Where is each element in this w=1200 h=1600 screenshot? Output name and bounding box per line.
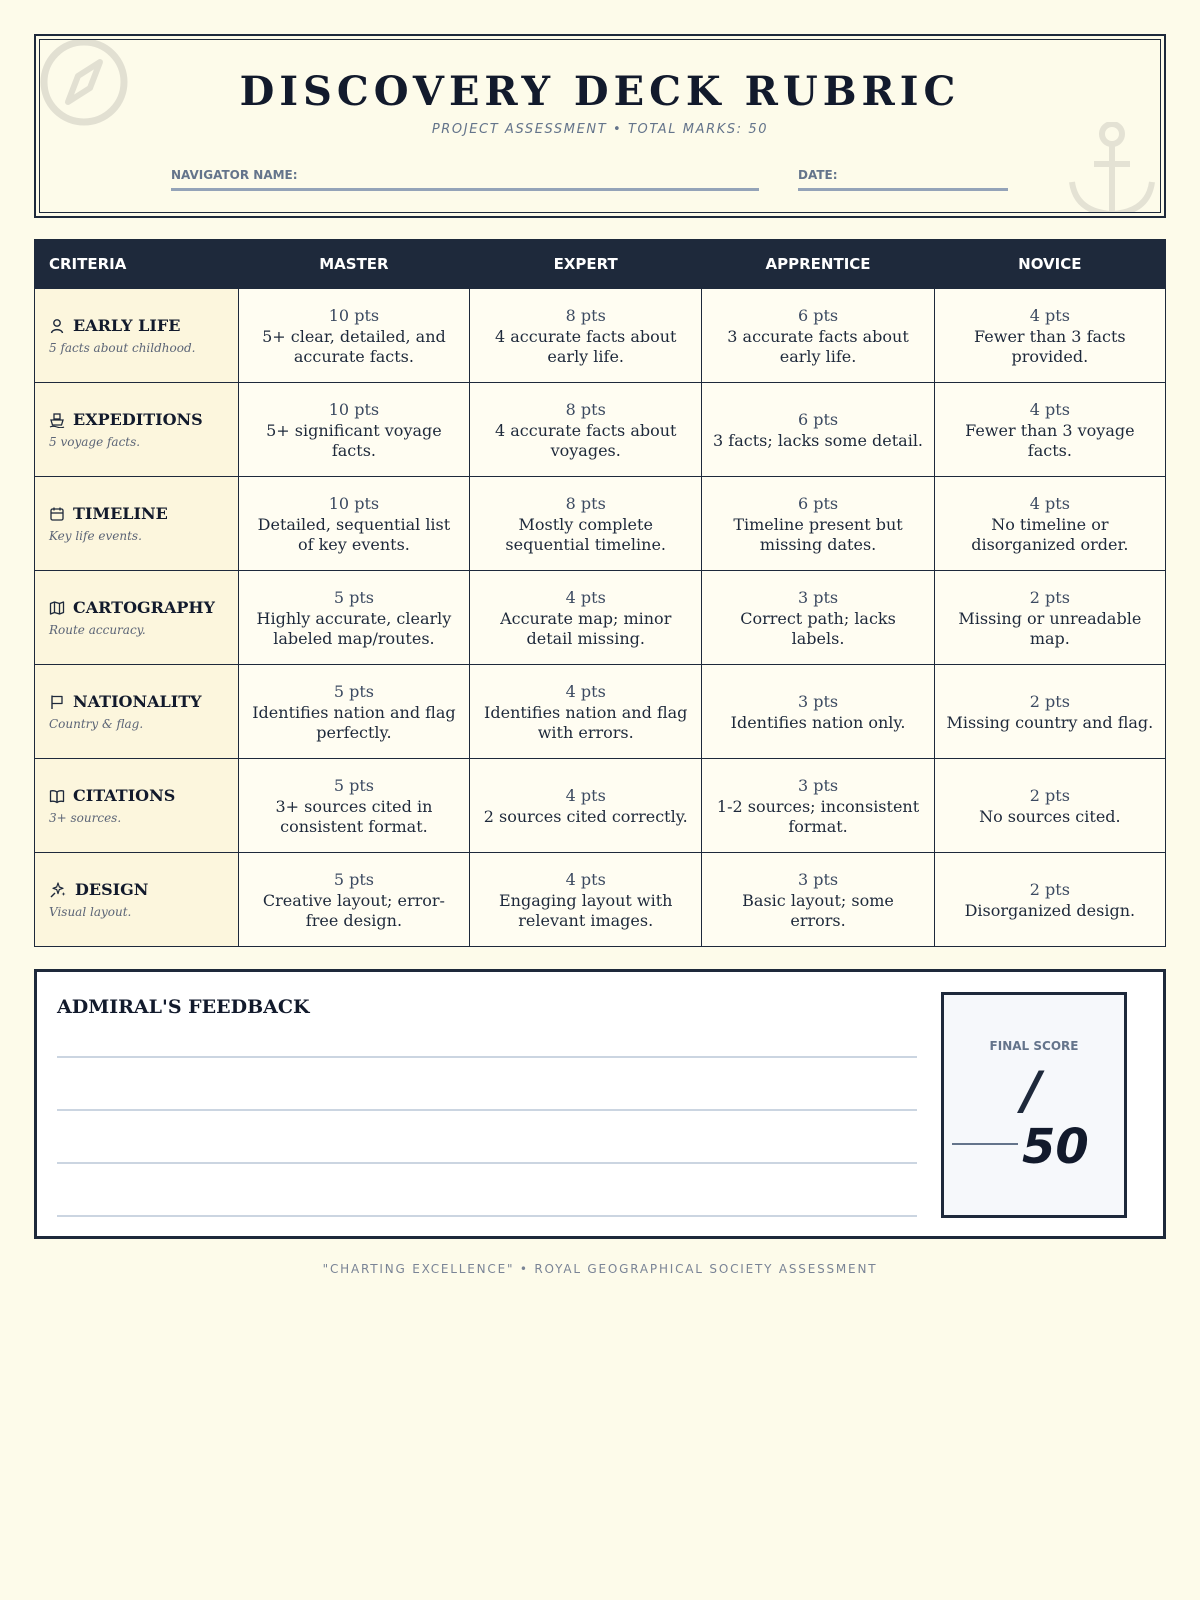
points-label: 4 pts	[1029, 493, 1070, 513]
rubric-cell-apprentice[interactable]	[702, 383, 934, 477]
points-label: 4 pts	[565, 869, 606, 889]
cell-description: Fewer than 3 voyage facts.	[965, 420, 1135, 460]
cell-description: Timeline present but missing dates.	[733, 514, 903, 554]
book-icon	[49, 788, 65, 804]
cell-description: 4 accurate facts about voyages.	[494, 420, 677, 460]
rubric-cell-master[interactable]	[238, 289, 469, 383]
cell-description: Basic layout; some errors.	[742, 890, 894, 930]
cell-description: Missing or unreadable map.	[958, 608, 1142, 648]
user-icon	[49, 318, 65, 334]
rubric-cell-master[interactable]	[238, 571, 469, 665]
cell-description: 3 facts; lacks some detail.	[713, 430, 924, 450]
cell-description: Disorganized design.	[964, 900, 1136, 920]
rubric-cell-expert[interactable]	[470, 289, 702, 383]
rubric-cell-novice[interactable]	[934, 853, 1165, 947]
points-label: 6 pts	[797, 409, 839, 429]
points-label: 8 pts	[565, 493, 606, 513]
points-label: 10 pts	[328, 493, 380, 513]
column-header-apprentice: APPRENTICE	[702, 240, 934, 289]
criteria-subtitle: Visual layout.	[49, 905, 132, 919]
criteria-cell	[35, 759, 239, 853]
column-header-novice: NOVICE	[934, 240, 1165, 289]
points-label: 2 pts	[1029, 691, 1070, 711]
points-label: 5 pts	[333, 681, 374, 701]
cell-description: Detailed, sequential list of key events.	[257, 514, 451, 554]
points-label: 3 pts	[797, 869, 839, 889]
header-frame	[34, 34, 1166, 218]
criteria-cell	[35, 853, 239, 947]
criteria-subtitle: 5 facts about childhood.	[49, 341, 196, 355]
points-label: 4 pts	[1029, 305, 1070, 325]
final-score-box	[941, 992, 1127, 1218]
cell-description: Identifies nation only.	[730, 712, 906, 732]
points-label: 10 pts	[328, 305, 380, 325]
criteria-title: NATIONALITY	[73, 692, 202, 711]
feedback-line[interactable]	[57, 1056, 917, 1058]
criteria-title: DESIGN	[75, 880, 149, 899]
rubric-cell-apprentice[interactable]	[702, 477, 934, 571]
points-label: 4 pts	[565, 681, 606, 701]
rubric-cell-novice[interactable]	[934, 383, 1165, 477]
cell-description: Correct path; lacks labels.	[740, 608, 896, 648]
table-row	[35, 477, 1166, 571]
rubric-cell-novice[interactable]	[934, 665, 1165, 759]
rubric-cell-master[interactable]	[238, 477, 469, 571]
feedback-line[interactable]	[57, 1109, 917, 1111]
cell-description: Mostly complete sequential timeline.	[505, 514, 666, 554]
rubric-page	[34, 34, 1166, 1276]
rubric-cell-expert[interactable]	[470, 477, 702, 571]
cell-description: Fewer than 3 facts provided.	[974, 326, 1126, 366]
score-slash: /	[1022, 1061, 1041, 1121]
criteria-cell	[35, 571, 239, 665]
points-label: 5 pts	[333, 775, 374, 795]
score-total: 50	[1022, 1119, 1089, 1175]
rubric-cell-expert[interactable]	[470, 759, 702, 853]
criteria-subtitle: Route accuracy.	[49, 623, 146, 637]
criteria-title: TIMELINE	[73, 504, 168, 523]
rubric-cell-master[interactable]	[238, 383, 469, 477]
rubric-cell-master[interactable]	[238, 853, 469, 947]
rubric-cell-apprentice[interactable]	[702, 853, 934, 947]
column-header-expert: EXPERT	[470, 240, 702, 289]
points-label: 5 pts	[333, 587, 374, 607]
flag-icon	[49, 694, 65, 710]
table-row	[35, 383, 1166, 477]
cell-description: 1-2 sources; inconsistent format.	[716, 796, 920, 836]
rubric-cell-apprentice[interactable]	[702, 759, 934, 853]
ship-icon	[49, 412, 65, 428]
navigator-name-label: NAVIGATOR NAME:	[171, 168, 298, 182]
calendar-icon	[49, 506, 65, 522]
points-label: 6 pts	[797, 493, 839, 513]
table-row	[35, 759, 1166, 853]
rubric-cell-apprentice[interactable]	[702, 289, 934, 383]
map-icon	[49, 600, 65, 616]
points-label: 2 pts	[1029, 587, 1070, 607]
rubric-cell-expert[interactable]	[470, 383, 702, 477]
cell-description: 3 accurate facts about early life.	[727, 326, 909, 366]
points-label: 2 pts	[1029, 785, 1070, 805]
points-label: 3 pts	[797, 691, 839, 711]
feedback-line[interactable]	[57, 1215, 917, 1217]
cell-description: No sources cited.	[979, 806, 1121, 826]
criteria-subtitle: 5 voyage facts.	[49, 435, 141, 449]
points-label: 6 pts	[797, 305, 839, 325]
table-row	[35, 289, 1166, 383]
cell-description: Creative layout; error-free design.	[262, 890, 445, 930]
cell-description: 5+ clear, detailed, and accurate facts.	[262, 326, 446, 366]
cell-description: 2 sources cited correctly.	[483, 806, 688, 826]
table-row	[35, 853, 1166, 947]
cell-description: Missing country and flag.	[946, 712, 1154, 732]
column-header-criteria: CRITERIA	[35, 240, 239, 289]
date-field[interactable]	[798, 188, 1008, 191]
cell-description: Accurate map; minor detail missing.	[500, 608, 672, 648]
rubric-cell-expert[interactable]	[470, 853, 702, 947]
rubric-cell-novice[interactable]	[934, 477, 1165, 571]
cell-description: Engaging layout with relevant images.	[498, 890, 673, 930]
points-label: 8 pts	[565, 399, 606, 419]
feedback-title: ADMIRAL'S FEEDBACK	[57, 996, 310, 1018]
footer-text: "CHARTING EXCELLENCE" • ROYAL GEOGRAPHICAL SOCIETY ASSESSMENT	[322, 1262, 878, 1276]
points-label: 4 pts	[565, 587, 606, 607]
rubric-cell-master[interactable]	[238, 665, 469, 759]
criteria-cell	[35, 289, 239, 383]
criteria-subtitle: 3+ sources.	[49, 811, 122, 825]
points-label: 10 pts	[328, 399, 380, 419]
criteria-title: EXPEDITIONS	[73, 410, 203, 429]
points-label: 8 pts	[565, 305, 606, 325]
rubric-cell-novice[interactable]	[934, 571, 1165, 665]
rubric-cell-expert[interactable]	[470, 665, 702, 759]
cell-description: Highly accurate, clearly labeled map/routes.	[256, 608, 452, 648]
criteria-subtitle: Country & flag.	[49, 717, 144, 731]
cell-description: Identifies nation and flag with errors.	[484, 702, 688, 742]
criteria-title: CITATIONS	[73, 786, 176, 805]
criteria-title: EARLY LIFE	[73, 316, 181, 335]
page-title: DISCOVERY DECK RUBRIC	[239, 68, 961, 115]
column-header-master: MASTER	[238, 240, 469, 289]
cell-description: 5+ significant voyage facts.	[266, 420, 442, 460]
rubric-cell-apprentice[interactable]	[702, 665, 934, 759]
feedback-line[interactable]	[57, 1162, 917, 1164]
date-label: DATE:	[798, 168, 838, 182]
cell-description: No timeline or disorganized order.	[971, 514, 1129, 554]
points-label: 2 pts	[1029, 879, 1070, 899]
points-label: 3 pts	[797, 775, 839, 795]
points-label: 3 pts	[797, 587, 839, 607]
table-header-row	[35, 240, 1166, 289]
final-score-label: FINAL SCORE	[989, 1039, 1079, 1053]
rubric-cell-expert[interactable]	[470, 571, 702, 665]
table-row	[35, 665, 1166, 759]
rubric-cell-novice[interactable]	[934, 289, 1165, 383]
rubric-cell-apprentice[interactable]	[702, 571, 934, 665]
cell-description: 3+ sources cited in consistent format.	[275, 796, 433, 836]
score-input-line[interactable]	[952, 1143, 1018, 1145]
points-label: 5 pts	[333, 869, 374, 889]
header-inner-frame	[39, 39, 1161, 213]
criteria-cell	[35, 665, 239, 759]
points-label: 4 pts	[1029, 399, 1070, 419]
table-row	[35, 571, 1166, 665]
rubric-cell-master[interactable]	[238, 759, 469, 853]
criteria-title: CARTOGRAPHY	[73, 598, 215, 617]
rubric-cell-novice[interactable]	[934, 759, 1165, 853]
sparkle-icon	[49, 882, 67, 898]
navigator-name-field[interactable]	[171, 188, 759, 191]
criteria-cell	[35, 383, 239, 477]
cell-description: Identifies nation and flag perfectly.	[252, 702, 456, 742]
cell-description: 4 accurate facts about early life.	[494, 326, 677, 366]
points-label: 4 pts	[565, 785, 606, 805]
page-subtitle: PROJECT ASSESSMENT • TOTAL MARKS: 50	[431, 122, 769, 137]
feedback-section	[34, 969, 1166, 1239]
criteria-subtitle: Key life events.	[49, 529, 142, 543]
rubric-table	[34, 239, 1166, 947]
criteria-cell	[35, 477, 239, 571]
